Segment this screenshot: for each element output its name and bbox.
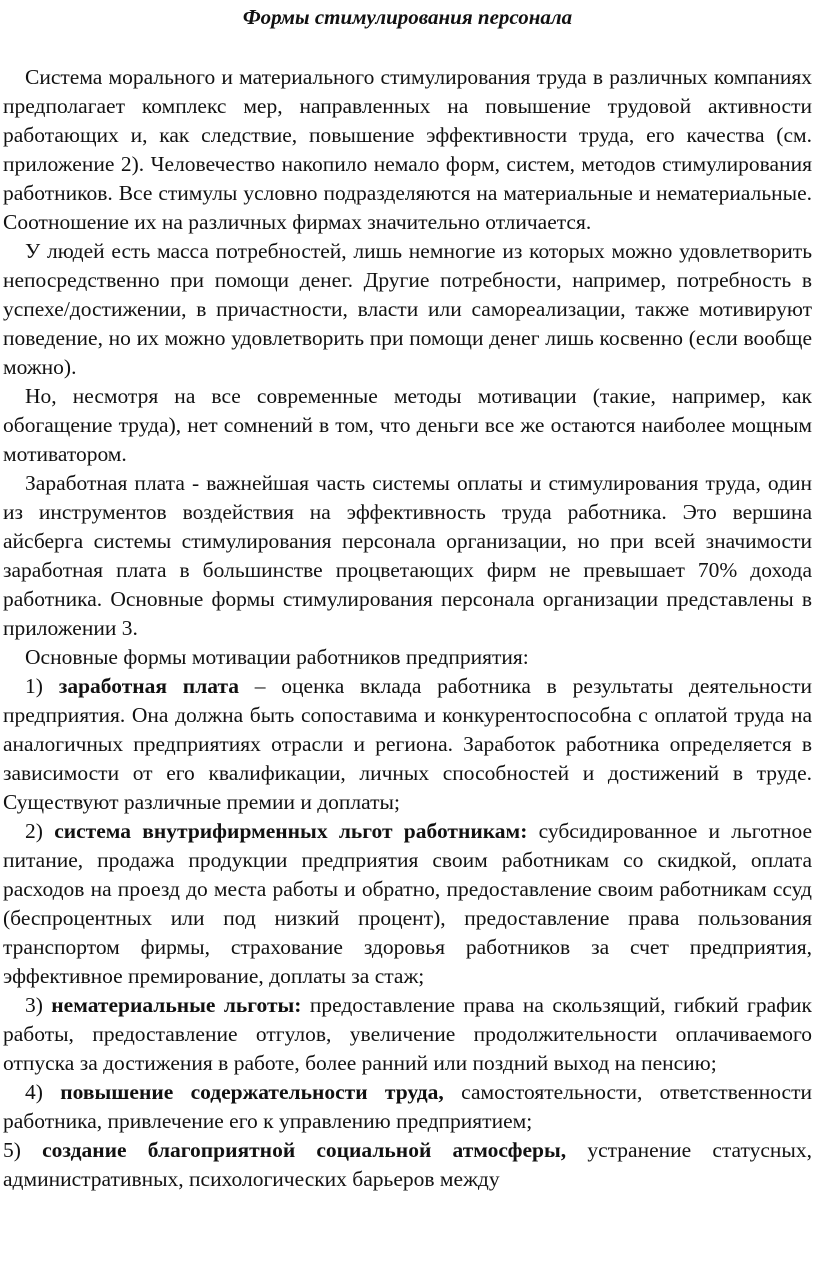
title-spacer <box>3 36 812 63</box>
document-title: Формы стимулирования персонала <box>242 5 573 29</box>
list-item-text: самостоятельности, ответственности работника, привлечение его к управлению предприятием; <box>3 1080 813 1133</box>
list-item-term: повышение содержательности труда, <box>60 1080 444 1104</box>
list-item-term: создание благоприятной социальной атмосферы, <box>42 1138 567 1162</box>
list-item-number: 5) <box>3 1138 21 1162</box>
list-item-term: заработная плата <box>58 674 240 698</box>
list-item <box>3 1136 812 1194</box>
paragraph: Заработная плата - важнейшая часть системы оплаты и стимулирования труда, один из инструментов воздействия на эффективность труда работника. Это вершина айсберга системы стимулирования персонала организации, но при всей значимости заработная плата в большинстве процветающих фирм не превышает 70% дохода работника. Основные формы стимулирования персонала организации представлены в приложении 3. <box>3 471 812 640</box>
list-item-number: 1) <box>25 674 43 698</box>
list-item-term: нематериальные льготы: <box>51 993 302 1017</box>
paragraph: У людей есть масса потребностей, лишь немногие из которых можно удовлетворить непосредственно при помощи денег. Другие потребности, например, потребность в успехе/достижении, в причастности, власти или самореализации, также мотивируют поведение, но их можно удовлетворить при помощи денег лишь косвенно (если вообще можно). <box>3 239 812 379</box>
list-item-text: устранение статусных, административных, психологических барьеров между <box>3 1138 812 1191</box>
list-item-text: – оценка вклада работника в результаты деятельности предприятия. Она должна быть сопоставима и конкурентоспособна с оплатой труда на аналогичных предприятиях отрасли и региона. Заработок работника определяется в зависимости от его квалификации, личных способностей и достижений в труде. Существуют различные премии и доплаты; <box>3 674 813 814</box>
paragraph: Но, несмотря на все современные методы мотивации (такие, например, как обогащение труда), нет сомнений в том, что деньги все же остаются наиболее мощным мотиватором. <box>3 384 812 466</box>
list-item-text: предоставление права на скользящий, гибкий график работы, предоставление отгулов, увеличение продолжительности оплачиваемого отпуска за достижения в работе, более ранний или поздний выход на пенсию; <box>3 993 813 1075</box>
list-item <box>3 672 812 817</box>
list-item <box>3 991 812 1078</box>
list-item <box>3 1078 812 1136</box>
list-item-number: 2) <box>25 819 43 843</box>
paragraph: Система морального и материального стимулирования труда в различных компаниях предполагает комплекс мер, направленных на повышение трудовой активности работающих и, как следствие, повышение эффективности труда, его качества (см. приложение 2). Человечество накопило немало форм, систем, методов стимулирования работников. Все стимулы условно подразделяются на материальные и нематериальные. Соотношение их на различных фирмах значительно отличается. <box>3 65 812 234</box>
list-item <box>3 817 812 991</box>
list-item-number: 4) <box>25 1080 43 1104</box>
paragraph: Основные формы мотивации работников предприятия: <box>25 645 529 669</box>
list-item-number: 3) <box>25 993 43 1017</box>
list-item-text: субсидированное и льготное питание, продажа продукции предприятия своим работникам со скидкой, оплата расходов на проезд до места работы и обратно, предоставление своим работникам ссуд (беспроцентных или под низкий процент), предоставление права пользования транспортом фирмы, страхование здоровья работников за счет предприятия, эффективное премирование, доплаты за стаж; <box>3 819 813 988</box>
list-item-term: система внутрифирменных льгот работникам: <box>54 819 528 843</box>
